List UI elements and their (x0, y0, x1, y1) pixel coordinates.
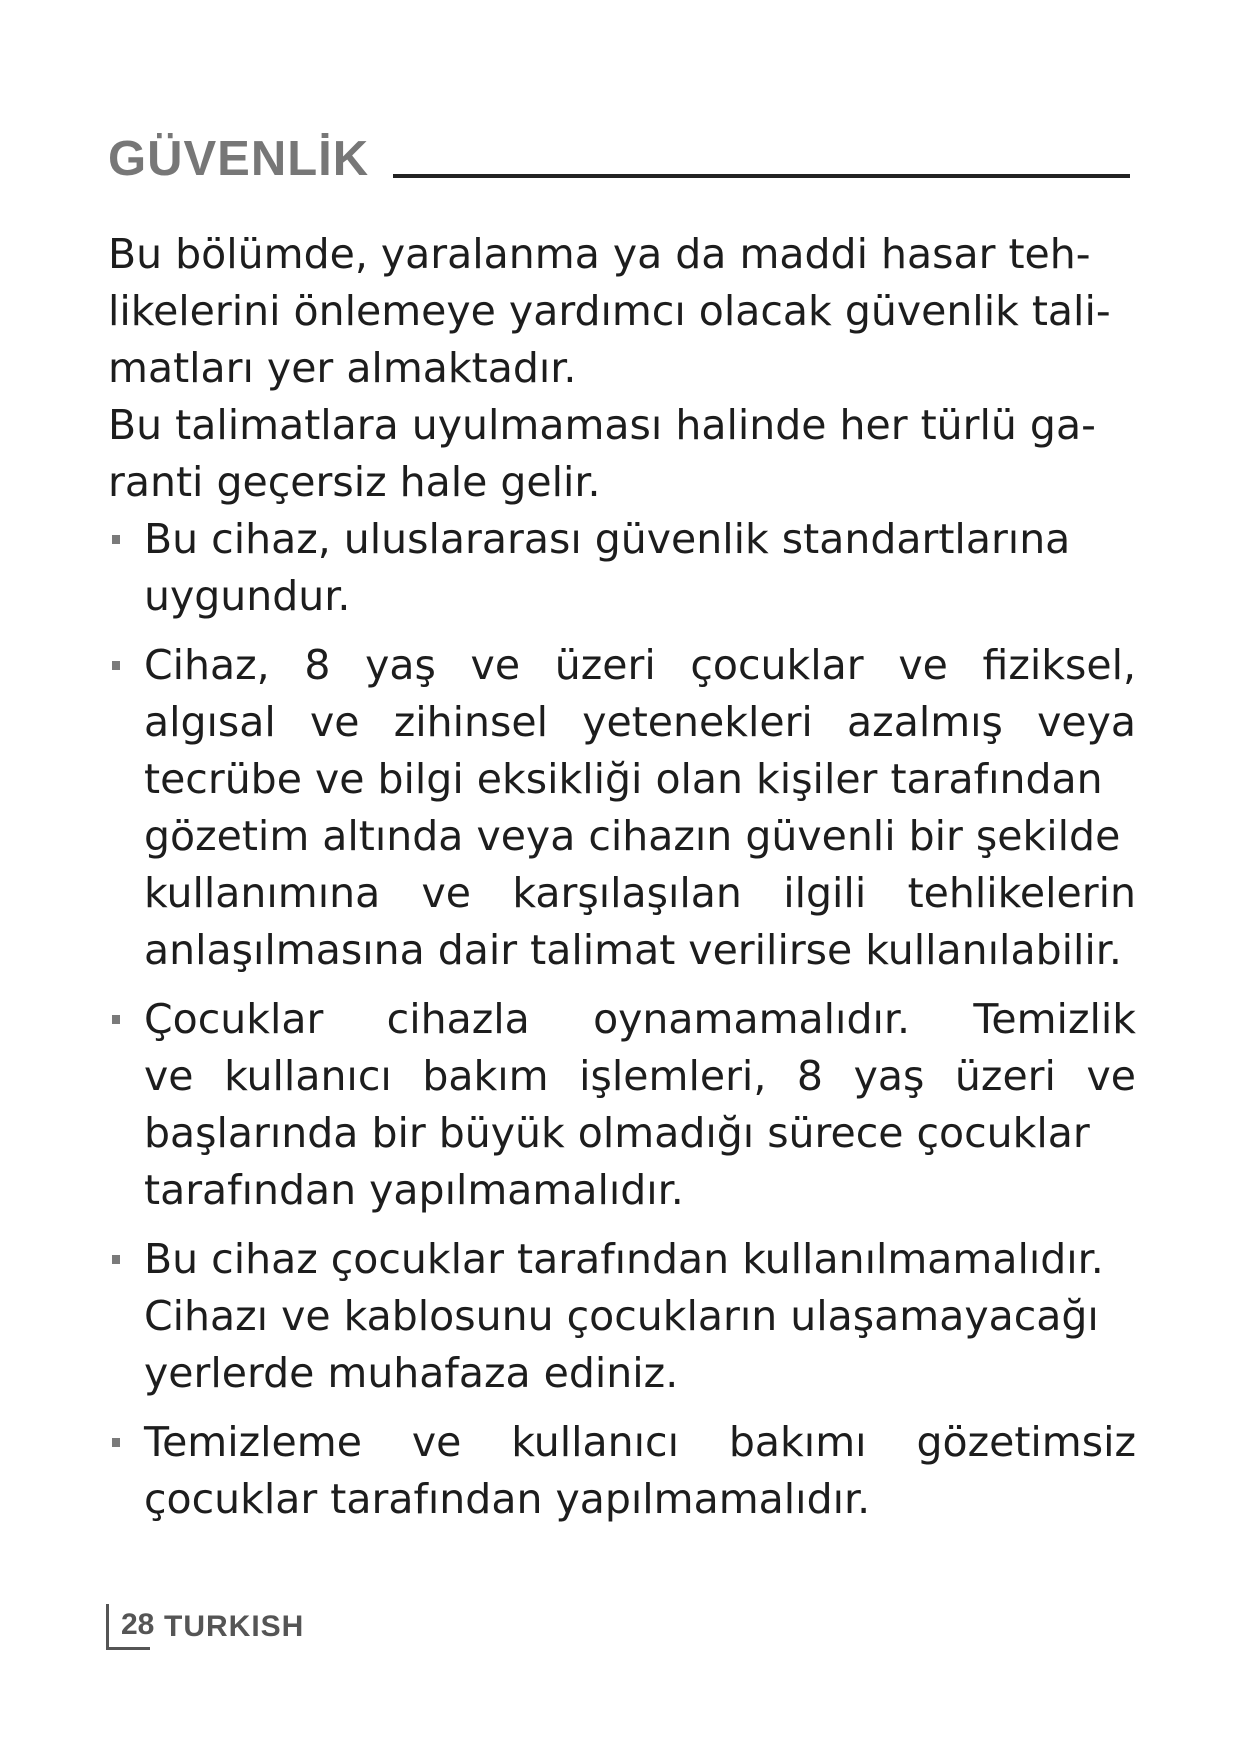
bullet-item (108, 1414, 1136, 1528)
section-header (108, 128, 1130, 184)
square-bullet-icon (112, 1015, 120, 1024)
safety-bullet-list (108, 511, 1136, 1528)
text-line: algısal ve zihinsel yetenekleri azalmış veya (144, 698, 1136, 746)
text-line: Cihazı ve kablosunu çocukların ulaşamayacağı (144, 1292, 1099, 1340)
intro-paragraph-2 (108, 397, 1136, 511)
page-number-bracket (106, 1604, 155, 1650)
text-line: Bu cihaz, uluslararası güvenlik standartlarına (144, 515, 1071, 563)
page-footer (106, 1602, 304, 1652)
square-bullet-icon (112, 535, 120, 544)
text-line: Temizleme ve kullanıcı bakımı gözetimsiz (144, 1418, 1136, 1466)
text-line: gözetim altında veya cihazın güvenli bir şekilde (144, 812, 1121, 860)
text-line: başlarında bir büyük olmadığı sürece çocuklar (144, 1109, 1090, 1157)
bullet-item (108, 511, 1136, 625)
text-line: Bu bölümde, yaralanma ya da maddi hasar teh- (108, 230, 1091, 278)
square-bullet-icon (112, 661, 120, 670)
square-bullet-icon (112, 1438, 120, 1447)
text-line: tarafından yapılmamalıdır. (144, 1166, 684, 1214)
square-bullet-icon (112, 1255, 120, 1264)
text-line: kullanımına ve karşılaşılan ilgili tehlikelerin (144, 869, 1136, 917)
text-line: Bu cihaz çocuklar tarafından kullanılmamalıdır. (144, 1235, 1104, 1283)
bullet-item (108, 1231, 1136, 1402)
title-underline (393, 174, 1130, 178)
text-line: yerlerde muhafaza ediniz. (144, 1349, 679, 1397)
text-line: Cihaz, 8 yaş ve üzeri çocuklar ve fiziksel, (144, 641, 1136, 689)
text-line: Bu talimatlara uyulmaması halinde her türlü ga- (108, 401, 1096, 449)
text-line: likelerini önlemeye yardımcı olacak güvenlik tali- (108, 287, 1111, 335)
text-line: uygundur. (144, 572, 351, 620)
text-line: Çocuklar cihazla oynamamalıdır. Temizlik (144, 995, 1136, 1043)
section-body (108, 226, 1136, 1528)
text-line: ve kullanıcı bakım işlemleri, 8 yaş üzeri ve (144, 1052, 1136, 1100)
intro-paragraph-1 (108, 226, 1136, 397)
footer-language: TURKISH (164, 1610, 305, 1643)
text-line: çocuklar tarafından yapılmamalıdır. (144, 1475, 871, 1523)
text-line: tecrübe ve bilgi eksikliği olan kişiler tarafından (144, 755, 1103, 803)
bullet-item (108, 637, 1136, 979)
bullet-item (108, 991, 1136, 1219)
text-line: ranti geçersiz hale gelir. (108, 458, 601, 506)
page-number: 28 (121, 1608, 155, 1641)
text-line: matları yer almaktadır. (108, 344, 577, 392)
text-line: anlaşılmasına dair talimat verilirse kullanılabilir. (144, 926, 1122, 974)
section-title: GÜVENLİK (108, 132, 370, 186)
